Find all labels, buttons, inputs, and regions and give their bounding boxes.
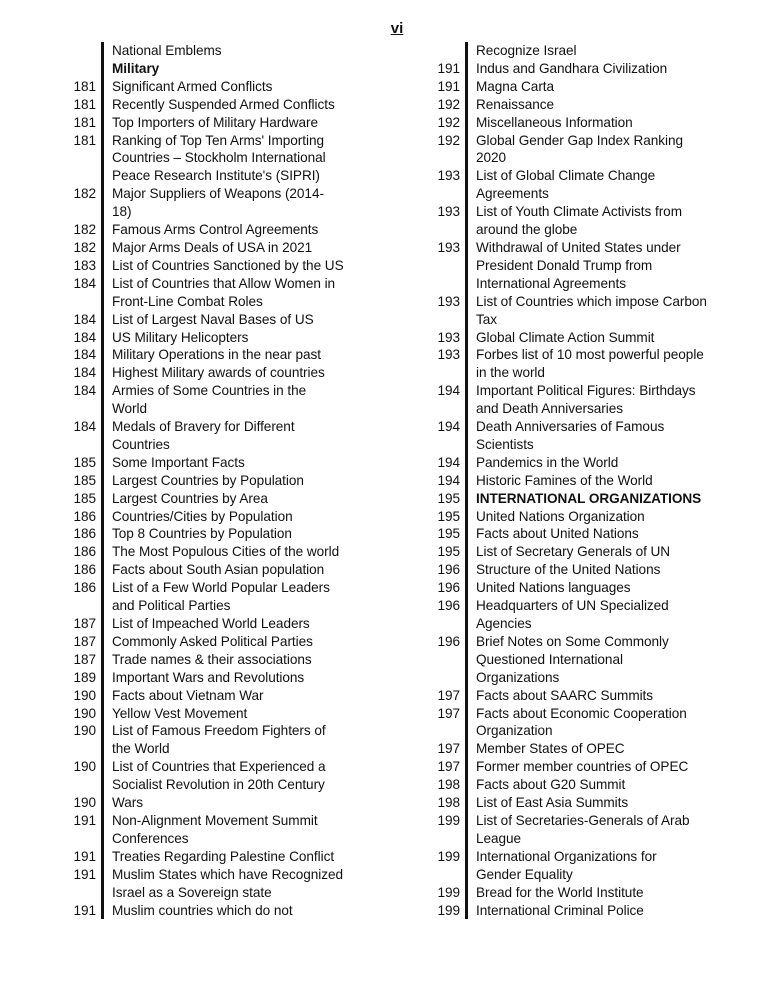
toc-entry-line bbox=[420, 758, 745, 776]
toc-entry-line bbox=[420, 149, 745, 167]
toc-entry-line bbox=[420, 257, 745, 275]
toc-entry-line bbox=[60, 884, 380, 902]
toc-entry-title: and Death Anniversaries bbox=[476, 401, 623, 417]
toc-page-number: 191 bbox=[73, 812, 96, 828]
toc-page-number: 193 bbox=[437, 168, 460, 184]
toc-entry-line bbox=[60, 96, 380, 114]
toc-entry-title: List of East Asia Summits bbox=[476, 795, 629, 811]
toc-entry-title: Wars bbox=[112, 795, 144, 811]
toc-entry-title: List of Impeached World Leaders bbox=[112, 616, 310, 631]
toc-entry-line bbox=[60, 651, 380, 669]
toc-entry-title: Facts about United Nations bbox=[476, 526, 639, 542]
toc-page-number: 194 bbox=[437, 454, 460, 470]
toc-entry-line bbox=[420, 329, 745, 347]
toc-entry-line bbox=[420, 96, 745, 114]
toc-entry-title: Structure of the United Nations bbox=[476, 562, 661, 578]
toc-page-number bbox=[420, 615, 460, 633]
toc-page-number: 187 bbox=[73, 616, 96, 631]
toc-page-number: 199 bbox=[437, 884, 460, 900]
toc-entry-line bbox=[60, 561, 380, 579]
toc-page-number: 193 bbox=[437, 239, 460, 255]
toc-entry-line bbox=[420, 400, 745, 418]
toc-entry-title: Renaissance bbox=[476, 96, 555, 112]
toc-entry-line bbox=[420, 902, 745, 920]
toc-entry-line bbox=[420, 436, 745, 454]
column-divider bbox=[101, 42, 104, 919]
toc-entry-title: List of Secretaries-Generals of Arab bbox=[476, 812, 690, 828]
toc-entry-title: Largest Countries by Population bbox=[112, 472, 304, 488]
toc-page-number: 185 bbox=[73, 490, 96, 506]
toc-entry-line bbox=[60, 490, 380, 508]
toc-entry-title: and Political Parties bbox=[112, 598, 231, 614]
toc-page-number: 184 bbox=[73, 329, 96, 345]
toc-page-number: 191 bbox=[73, 848, 96, 864]
column-divider bbox=[465, 42, 468, 919]
toc-entry-line bbox=[420, 382, 745, 400]
toc-entry-line bbox=[420, 705, 745, 723]
toc-entry-title: Trade names & their associations bbox=[112, 651, 312, 667]
toc-entry-title: Agencies bbox=[476, 616, 532, 631]
toc-entry-line bbox=[60, 705, 380, 723]
toc-entry-title: List of Countries that Experienced a bbox=[112, 759, 326, 775]
toc-entry-line bbox=[60, 597, 380, 615]
toc-page-number: 185 bbox=[73, 454, 96, 470]
toc-entry-title: List of Youth Climate Activists from bbox=[476, 204, 682, 220]
toc-entry-line bbox=[420, 185, 745, 203]
toc-entry-line bbox=[420, 597, 745, 615]
toc-page-number: 184 bbox=[73, 419, 96, 435]
toc-page-number: 197 bbox=[437, 687, 460, 703]
toc-entry-title: Tax bbox=[476, 311, 498, 327]
toc-page-number: 191 bbox=[73, 866, 96, 882]
toc-page-number bbox=[60, 203, 96, 221]
toc-page-number: 195 bbox=[437, 544, 460, 560]
toc-entry-line bbox=[420, 812, 745, 830]
toc-page-number: 196 bbox=[437, 562, 460, 578]
toc-page-number bbox=[420, 42, 460, 60]
toc-entry-line bbox=[420, 490, 745, 508]
toc-entry-line bbox=[420, 525, 745, 543]
toc-entry-title: List of a Few World Popular Leaders bbox=[112, 580, 330, 596]
toc-page-number bbox=[420, 221, 460, 239]
toc-entry-line bbox=[420, 60, 745, 78]
toc-entry-title: Highest Military awards of countries bbox=[112, 365, 325, 381]
toc-entry-title: United Nations Organization bbox=[476, 508, 645, 524]
toc-entry-title: Miscellaneous Information bbox=[476, 114, 633, 130]
toc-entry-line bbox=[60, 472, 380, 490]
toc-entry-line bbox=[60, 794, 380, 812]
toc-page-number: 189 bbox=[73, 669, 96, 685]
toc-entry-line bbox=[60, 615, 380, 633]
toc-entry-line bbox=[420, 454, 745, 472]
toc-entry-title: US Military Helicopters bbox=[112, 329, 249, 345]
toc-entry-line bbox=[60, 508, 380, 526]
toc-entry-title: Some Important Facts bbox=[112, 454, 245, 470]
toc-entry-line bbox=[420, 830, 745, 848]
toc-page-number: 182 bbox=[73, 186, 96, 202]
toc-left-column bbox=[60, 42, 380, 919]
toc-page-number: 197 bbox=[437, 759, 460, 775]
toc-entry-title: Largest Countries by Area bbox=[112, 490, 268, 506]
toc-page-number: 190 bbox=[73, 795, 96, 811]
toc-entry-title: Muslim States which have Recognized bbox=[112, 866, 343, 882]
toc-entry-line bbox=[60, 132, 380, 150]
toc-entry-title: United Nations languages bbox=[476, 580, 631, 596]
toc-entry-title: Gender Equality bbox=[476, 866, 573, 882]
toc-entry-line bbox=[60, 60, 380, 78]
toc-entry-title: Armies of Some Countries in the bbox=[112, 383, 307, 399]
toc-entry-title: Facts about G20 Summit bbox=[476, 777, 626, 793]
toc-page-number bbox=[60, 776, 96, 794]
toc-page-number: 182 bbox=[73, 222, 96, 238]
toc-page-number: 184 bbox=[73, 311, 96, 327]
toc-page-number: 184 bbox=[73, 383, 96, 399]
toc-entry-title: Major Arms Deals of USA in 2021 bbox=[112, 239, 313, 255]
toc-entry-title: National Emblems bbox=[112, 43, 222, 58]
toc-entry-line bbox=[60, 203, 380, 221]
toc-page-number: 190 bbox=[73, 723, 96, 739]
toc-page-number: 197 bbox=[437, 705, 460, 721]
toc-page-number bbox=[420, 669, 460, 687]
toc-entry-title: Treaties Regarding Palestine Conflict bbox=[112, 848, 335, 864]
toc-entry-title: Agreements bbox=[476, 186, 549, 202]
toc-entry-line bbox=[60, 633, 380, 651]
toc-page-number: 191 bbox=[437, 78, 460, 94]
toc-entry-title: Questioned International bbox=[476, 651, 623, 667]
toc-page-number: 190 bbox=[73, 687, 96, 703]
toc-page-number bbox=[60, 42, 96, 60]
toc-page-number bbox=[60, 436, 96, 454]
toc-entry-line bbox=[60, 382, 380, 400]
toc-page-number bbox=[60, 830, 96, 848]
toc-entry-line bbox=[420, 221, 745, 239]
toc-page-number: 182 bbox=[73, 239, 96, 255]
toc-entry-line bbox=[420, 508, 745, 526]
toc-entry-title: International Organizations for bbox=[476, 848, 657, 864]
toc-page-number bbox=[420, 830, 460, 848]
toc-entry-title: International Criminal Police bbox=[476, 902, 644, 918]
toc-entry-title: Organizations bbox=[476, 669, 560, 685]
toc-entry-line bbox=[420, 364, 745, 382]
toc-page-number: 191 bbox=[437, 60, 460, 76]
toc-entry-line bbox=[420, 651, 745, 669]
toc-page-number: 197 bbox=[437, 741, 460, 757]
toc-entry-line bbox=[60, 149, 380, 167]
toc-entry-title: List of Countries that Allow Women in bbox=[112, 275, 336, 291]
toc-entry-line bbox=[420, 669, 745, 687]
toc-page-number: 184 bbox=[73, 365, 96, 381]
toc-entry-line bbox=[420, 687, 745, 705]
toc-entry-line bbox=[420, 866, 745, 884]
toc-entry-title: List of Countries which impose Carbon bbox=[476, 293, 707, 309]
toc-entry-line bbox=[420, 794, 745, 812]
toc-entry-title: Global Gender Gap Index Ranking bbox=[476, 132, 684, 148]
toc-page-number: 181 bbox=[73, 114, 96, 130]
toc-entry-line bbox=[60, 293, 380, 311]
toc-entry-title: Commonly Asked Political Parties bbox=[112, 633, 313, 649]
toc-page-number bbox=[420, 149, 460, 167]
toc-page-number bbox=[420, 436, 460, 454]
toc-entry-line bbox=[60, 454, 380, 472]
toc-page-number bbox=[60, 884, 96, 902]
toc-entry-title: Countries/Cities by Population bbox=[112, 508, 293, 524]
toc-entry-line bbox=[420, 78, 745, 96]
toc-entry-title: Recently Suspended Armed Conflicts bbox=[112, 96, 335, 112]
toc-entry-line bbox=[60, 669, 380, 687]
toc-entry-line bbox=[60, 543, 380, 561]
toc-entry-title: Ranking of Top Ten Arms' Importing bbox=[112, 132, 324, 148]
toc-entry-line bbox=[420, 275, 745, 293]
toc-entry-title: Bread for the World Institute bbox=[476, 884, 644, 900]
toc-page-number: 192 bbox=[437, 96, 460, 112]
toc-entry-line bbox=[60, 722, 380, 740]
toc-entry-title: Global Climate Action Summit bbox=[476, 329, 655, 345]
toc-page-number bbox=[420, 311, 460, 329]
toc-page-number: 195 bbox=[437, 526, 460, 542]
toc-entry-title: Facts about Economic Cooperation bbox=[476, 705, 687, 721]
toc-entry-line bbox=[60, 329, 380, 347]
page-number: vi bbox=[390, 20, 404, 37]
toc-entry-line bbox=[60, 239, 380, 257]
toc-entry-title: INTERNATIONAL ORGANIZATIONS bbox=[476, 490, 702, 506]
toc-entry-title: League bbox=[476, 830, 522, 846]
toc-entry-title: Important Wars and Revolutions bbox=[112, 669, 305, 685]
toc-entry-line bbox=[60, 848, 380, 866]
toc-entry-title: Death Anniversaries of Famous bbox=[476, 419, 665, 435]
toc-entry-line bbox=[60, 257, 380, 275]
toc-entry-line bbox=[420, 561, 745, 579]
toc-page-number bbox=[420, 364, 460, 382]
toc-entry-title: Countries bbox=[112, 436, 170, 452]
toc-entry-line bbox=[60, 758, 380, 776]
toc-page-number bbox=[420, 275, 460, 293]
toc-entry-line bbox=[60, 525, 380, 543]
toc-entry-title: Significant Armed Conflicts bbox=[112, 78, 273, 94]
toc-entry-title: Brief Notes on Some Commonly bbox=[476, 633, 669, 649]
toc-entry-title: Israel as a Sovereign state bbox=[112, 884, 272, 900]
toc-entry-title: List of Global Climate Change bbox=[476, 168, 656, 184]
toc-page-number: 199 bbox=[437, 848, 460, 864]
toc-entry-line bbox=[60, 740, 380, 758]
toc-entry-title: 2020 bbox=[476, 150, 507, 166]
toc-entry-line bbox=[60, 114, 380, 132]
toc-entry-line bbox=[420, 543, 745, 561]
toc-page-number: 193 bbox=[437, 293, 460, 309]
toc-page-number: 183 bbox=[73, 257, 96, 273]
toc-page-number bbox=[420, 651, 460, 669]
toc-page-number bbox=[60, 597, 96, 615]
toc-entry-line bbox=[420, 472, 745, 490]
toc-entry-title: Top Importers of Military Hardware bbox=[112, 114, 319, 130]
toc-entry-line bbox=[60, 221, 380, 239]
toc-entry-title: Major Suppliers of Weapons (2014- bbox=[112, 186, 324, 202]
toc-entry-line bbox=[60, 436, 380, 454]
toc-entry-title: World bbox=[112, 401, 148, 417]
toc-entry-line bbox=[60, 579, 380, 597]
toc-entry-title: Top 8 Countries by Population bbox=[112, 526, 292, 542]
toc-entry-title: Non-Alignment Movement Summit bbox=[112, 812, 318, 828]
toc-right-column bbox=[420, 42, 745, 919]
toc-entry-line bbox=[60, 902, 380, 920]
toc-entry-line bbox=[420, 848, 745, 866]
toc-entry-line bbox=[420, 203, 745, 221]
toc-entry-line bbox=[420, 776, 745, 794]
toc-page-number: 199 bbox=[437, 902, 460, 918]
toc-entry-line bbox=[60, 418, 380, 436]
toc-page-number: 194 bbox=[437, 472, 460, 488]
toc-page-number bbox=[60, 167, 96, 185]
toc-page-number: 184 bbox=[73, 275, 96, 291]
toc-entry-line bbox=[420, 42, 745, 60]
toc-entry-line bbox=[60, 400, 380, 418]
toc-page-number: 186 bbox=[73, 544, 96, 560]
toc-entry-title: Withdrawal of United States under bbox=[476, 239, 681, 255]
toc-entry-title: List of Countries Sanctioned by the US bbox=[112, 257, 344, 273]
toc-entry-line bbox=[60, 42, 380, 60]
toc-page-number: 193 bbox=[437, 329, 460, 345]
toc-entry-title: The Most Populous Cities of the world bbox=[112, 544, 340, 560]
toc-page-number: 186 bbox=[73, 562, 96, 578]
toc-entry-title: Indus and Gandhara Civilization bbox=[476, 60, 668, 76]
toc-entry-line bbox=[60, 364, 380, 382]
toc-page-number bbox=[420, 257, 460, 275]
toc-page-number bbox=[60, 400, 96, 418]
toc-page-number: 185 bbox=[73, 472, 96, 488]
toc-page-number bbox=[60, 293, 96, 311]
toc-entry-line bbox=[420, 418, 745, 436]
toc-entry-title: Recognize Israel bbox=[476, 43, 577, 58]
toc-entry-line bbox=[60, 185, 380, 203]
toc-page-number: 186 bbox=[73, 580, 96, 596]
toc-entry-title: Facts about SAARC Summits bbox=[476, 687, 654, 703]
toc-page-number bbox=[420, 185, 460, 203]
toc-page-number bbox=[60, 60, 96, 78]
toc-entry-title: Military Operations in the near past bbox=[112, 347, 322, 363]
toc-page-number: 196 bbox=[437, 598, 460, 614]
toc-entry-line bbox=[420, 239, 745, 257]
toc-entry-title: Scientists bbox=[476, 436, 534, 452]
toc-entry-title: Historic Famines of the World bbox=[476, 472, 653, 488]
toc-entry-title: List of Largest Naval Bases of US bbox=[112, 311, 314, 327]
toc-entry-title: Muslim countries which do not bbox=[112, 902, 293, 918]
toc-entry-title: Front-Line Combat Roles bbox=[112, 293, 263, 309]
toc-entry-line bbox=[60, 687, 380, 705]
toc-entry-title: in the world bbox=[476, 365, 545, 381]
toc-page-number: 181 bbox=[73, 132, 96, 148]
toc-entry-title: around the globe bbox=[476, 222, 578, 238]
toc-entry-title: Medals of Bravery for Different bbox=[112, 419, 295, 435]
toc-entry-title: Countries – Stockholm International bbox=[112, 150, 326, 166]
toc-entry-title: List of Secretary Generals of UN bbox=[476, 544, 671, 560]
toc-entry-line bbox=[420, 884, 745, 902]
toc-entry-title: Organization bbox=[476, 723, 553, 739]
toc-page-number: 181 bbox=[73, 78, 96, 94]
toc-entry-line bbox=[420, 114, 745, 132]
toc-page-number: 193 bbox=[437, 347, 460, 363]
toc-page-number: 194 bbox=[437, 383, 460, 399]
toc-entry-title: Peace Research Institute's (SIPRI) bbox=[112, 168, 320, 184]
toc-entry-title: Magna Carta bbox=[476, 78, 555, 94]
toc-page-number: 193 bbox=[437, 204, 460, 220]
toc-page-number: 186 bbox=[73, 508, 96, 524]
toc-entry-title: President Donald Trump from bbox=[476, 257, 653, 273]
toc-page-number bbox=[60, 740, 96, 758]
toc-entry-title: Facts about South Asian population bbox=[112, 562, 325, 578]
toc-entry-line bbox=[420, 740, 745, 758]
toc-entry-title: List of Famous Freedom Fighters of bbox=[112, 723, 326, 739]
toc-entry-line bbox=[420, 167, 745, 185]
toc-entry-line bbox=[420, 579, 745, 597]
toc-entry-title: International Agreements bbox=[476, 275, 626, 291]
toc-page-number bbox=[60, 149, 96, 167]
toc-page-number: 184 bbox=[73, 347, 96, 363]
toc-page-number: 190 bbox=[73, 705, 96, 721]
toc-page-number: 190 bbox=[73, 759, 96, 775]
toc-entry-line bbox=[60, 830, 380, 848]
toc-page-number bbox=[420, 866, 460, 884]
toc-page-number: 195 bbox=[437, 508, 460, 524]
toc-page-number: 186 bbox=[73, 526, 96, 542]
toc-entry-title: Forbes list of 10 most powerful people bbox=[476, 347, 704, 363]
toc-entry-line bbox=[60, 275, 380, 293]
toc-page-number: 199 bbox=[437, 812, 460, 828]
toc-page-number: 192 bbox=[437, 114, 460, 130]
toc-page-number: 196 bbox=[437, 633, 460, 649]
toc-entry-title: the World bbox=[112, 741, 170, 757]
toc-entry-title: Pandemics in the World bbox=[476, 454, 619, 470]
toc-entry-title: Conferences bbox=[112, 830, 189, 846]
toc-entry-line bbox=[420, 722, 745, 740]
toc-entry-title: Former member countries of OPEC bbox=[476, 759, 689, 775]
toc-page-number: 187 bbox=[73, 633, 96, 649]
toc-entry-line bbox=[420, 293, 745, 311]
toc-entry-title: Yellow Vest Movement bbox=[112, 705, 248, 721]
toc-entry-title: 18) bbox=[112, 204, 132, 220]
toc-entry-title: Member States of OPEC bbox=[476, 741, 625, 757]
toc-entry-line bbox=[60, 776, 380, 794]
toc-entry-line bbox=[420, 346, 745, 364]
toc-page-number: 195 bbox=[437, 490, 460, 506]
toc-page-number bbox=[420, 722, 460, 740]
toc-entry-line bbox=[60, 866, 380, 884]
toc-page-number: 192 bbox=[437, 132, 460, 148]
toc-entry-line bbox=[60, 167, 380, 185]
toc-entry-line bbox=[420, 633, 745, 651]
toc-page-number bbox=[420, 400, 460, 418]
toc-entry-title: Facts about Vietnam War bbox=[112, 687, 264, 703]
toc-entry-line bbox=[420, 615, 745, 633]
toc-entry-title: Socialist Revolution in 20th Century bbox=[112, 777, 325, 793]
toc-page-number: 187 bbox=[73, 651, 96, 667]
toc-page-number: 196 bbox=[437, 580, 460, 596]
toc-entry-title: Famous Arms Control Agreements bbox=[112, 222, 319, 238]
toc-page-number: 198 bbox=[437, 795, 460, 811]
toc-entry-title: Military bbox=[112, 60, 160, 76]
toc-entry-line bbox=[60, 78, 380, 96]
toc-page-number: 181 bbox=[73, 96, 96, 112]
toc-entry-line bbox=[420, 132, 745, 150]
toc-page-number: 191 bbox=[73, 902, 96, 918]
toc-page-number: 198 bbox=[437, 777, 460, 793]
toc-entry-title: Headquarters of UN Specialized bbox=[476, 598, 669, 614]
toc-entry-line bbox=[60, 346, 380, 364]
toc-page-number: 194 bbox=[437, 419, 460, 435]
toc-entry-title: Important Political Figures: Birthdays bbox=[476, 383, 696, 399]
toc-entry-line bbox=[60, 812, 380, 830]
toc-entry-line bbox=[60, 311, 380, 329]
toc-entry-line bbox=[420, 311, 745, 329]
